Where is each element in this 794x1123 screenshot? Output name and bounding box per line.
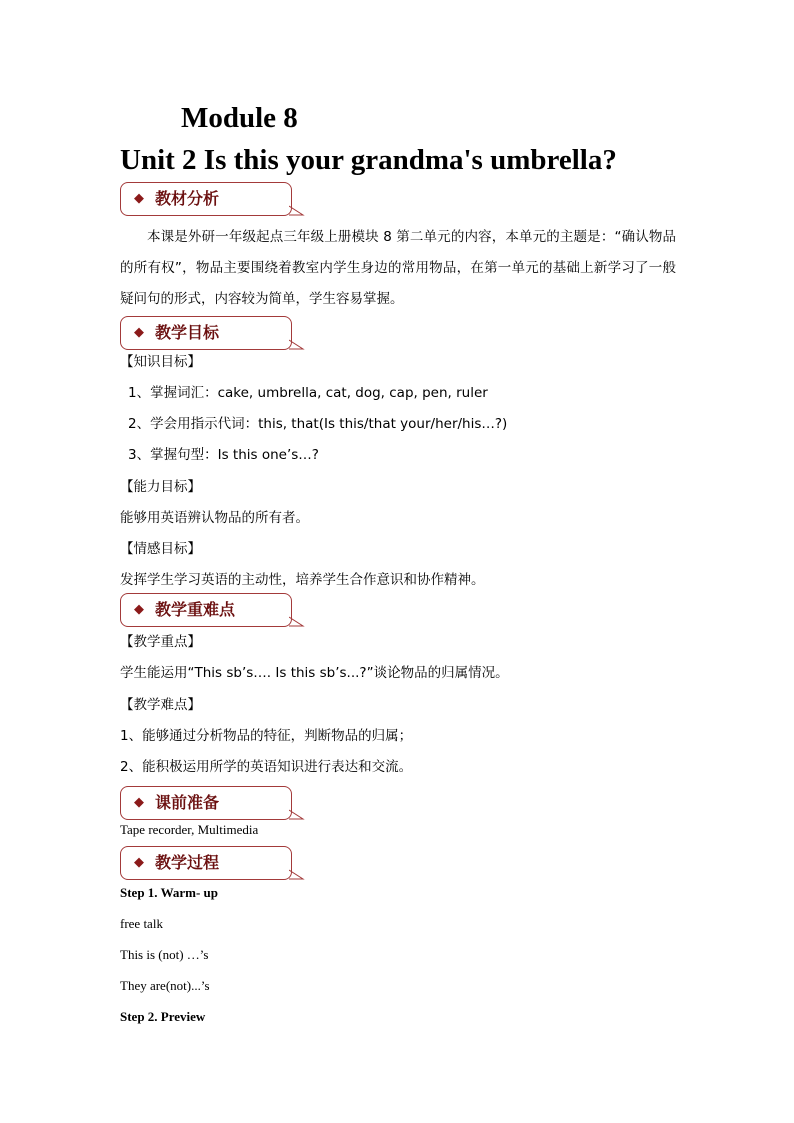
section-heading-text: 教学过程: [155, 853, 220, 872]
process-line: This is (not) …’s: [120, 947, 209, 962]
step-1-heading: Step 1. Warm- up: [120, 885, 218, 900]
section-heading-text: 教材分析: [155, 189, 220, 208]
diamond-bullet-icon: ◆: [134, 325, 144, 340]
ability-goal-text: 能够用英语辨认物品的所有者。: [120, 510, 309, 526]
section-heading-analysis: [120, 182, 292, 216]
difficulty-label: 【教学难点】: [120, 697, 201, 713]
section-heading-goals: [120, 316, 292, 350]
focus-label: 【教学重点】: [120, 634, 201, 650]
heading-tab-icon: [289, 339, 305, 351]
difficulty-item: 2、能积极运用所学的英语知识进行表达和交流。: [120, 759, 413, 775]
heading-tab-icon: [289, 809, 305, 821]
diamond-bullet-icon: ◆: [134, 191, 144, 206]
emotion-goal-text: 发挥学生学习英语的主动性，培养学生合作意识和协作精神。: [120, 572, 485, 588]
emotion-goal-label: 【情感目标】: [120, 541, 201, 557]
diamond-bullet-icon: ◆: [134, 855, 144, 870]
section-heading-preparation: [120, 786, 292, 820]
preparation-text: Tape recorder, Multimedia: [120, 822, 259, 837]
diamond-bullet-icon: ◆: [134, 602, 144, 617]
knowledge-item: 1、掌握词汇：cake, umbrella, cat, dog, cap, pen, ruler: [128, 385, 488, 401]
section-heading-process: [120, 846, 292, 880]
knowledge-item: 3、掌握句型：Is this one’s…?: [128, 447, 319, 463]
section-heading-text: 教学重难点: [155, 600, 236, 619]
heading-tab-icon: [289, 616, 305, 628]
analysis-paragraph: 本课是外研一年级起点三年级上册模块 8 第二单元的内容，本单元的主题是：“确认物品的所有权”，物品主要围绕着教室内学生身边的常用物品，在第一单元的基础上新学习了一般疑问句的形式，内容较为简单，学生容易掌握。: [120, 229, 676, 307]
heading-tab-icon: [289, 869, 305, 881]
focus-text: 学生能运用“This sb’s…. Is this sb’s...?”谈论物品的归属情况。: [120, 665, 509, 681]
difficulty-item: 1、能够通过分析物品的特征，判断物品的归属；: [120, 728, 413, 744]
process-line: free talk: [120, 916, 163, 931]
ability-goal-label: 【能力目标】: [120, 479, 201, 495]
section-heading-keypoints: [120, 593, 292, 627]
unit-title: Unit 2 Is this your grandma's umbrella?: [120, 144, 617, 176]
knowledge-item: 2、学会用指示代词：this, that(Is this/that your/her/his…?): [128, 416, 508, 432]
section-heading-text: 教学目标: [155, 323, 220, 342]
diamond-bullet-icon: ◆: [134, 795, 144, 810]
process-line: They are(not)...’s: [120, 978, 210, 993]
section-heading-text: 课前准备: [155, 793, 220, 812]
step-2-heading: Step 2. Preview: [120, 1009, 206, 1024]
heading-tab-icon: [289, 205, 305, 217]
module-title: Module 8: [181, 102, 298, 134]
knowledge-goal-label: 【知识目标】: [120, 354, 201, 370]
